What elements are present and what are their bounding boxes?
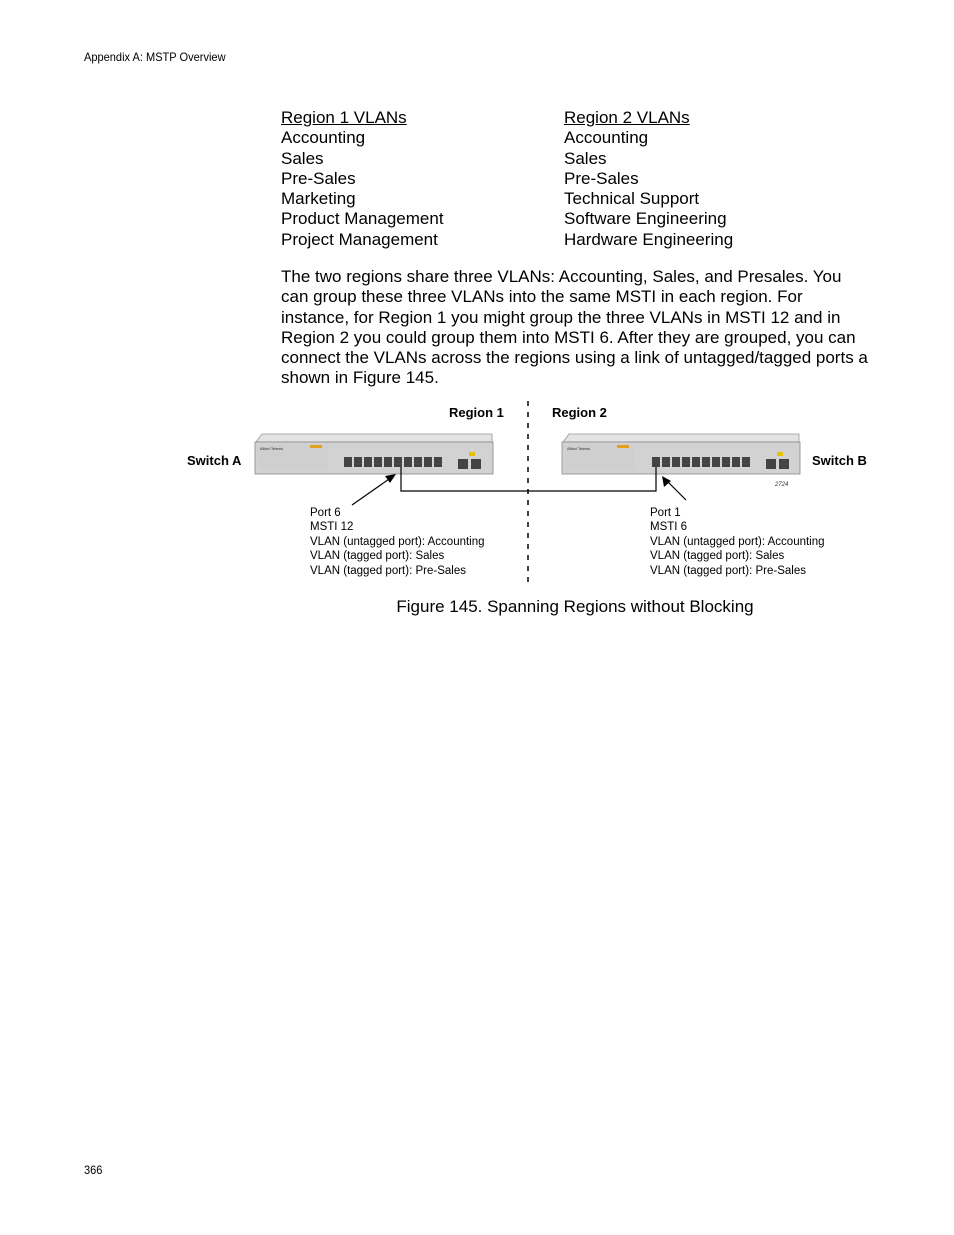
arrow-icon (662, 476, 686, 500)
list-item: Hardware Engineering (564, 229, 734, 249)
paragraph-line: instance, for Region 1 you might group the three VLANs in MSTI 12 and in (281, 307, 841, 327)
paragraph-line: can group these three VLANs into the same MSTI in each region. For (281, 287, 803, 307)
page-header: Appendix A: MSTP Overview (84, 50, 226, 64)
left-vlan-tagged-presales: VLAN (tagged port): Pre-Sales (310, 565, 466, 577)
list-item: Pre-Sales (564, 168, 639, 188)
list-item: Sales (281, 148, 324, 168)
figure-id: 2724 (775, 482, 789, 488)
right-msti-label: MSTI 6 (650, 521, 688, 533)
list-item: Pre-Sales (281, 168, 356, 188)
arrow-icon (352, 474, 396, 505)
network-diagram (180, 395, 880, 587)
paragraph-line: connect the VLANs across the regions using a link of untagged/tagged ports a (281, 348, 868, 368)
list-item: Marketing (281, 189, 356, 209)
figure-caption-wrap (0, 597, 954, 617)
switch-a-icon (255, 434, 493, 474)
region1-vlan-list (281, 108, 444, 250)
paragraph-line: Region 2 you could group them into MSTI 6. After they are grouped, you can (281, 327, 856, 347)
region2-label: Region 2 (552, 405, 607, 420)
region2-vlan-list (564, 108, 733, 250)
switch-b-label: Switch B (812, 453, 867, 468)
list-item: Accounting (564, 128, 649, 148)
paragraph-line: shown in Figure 145. (281, 368, 439, 388)
list-item: Project Management (281, 229, 438, 249)
svg-text:Allied Telesis: Allied Telesis (567, 446, 591, 451)
body-paragraph (281, 267, 881, 389)
list-item: Software Engineering (564, 209, 727, 229)
switch-b-icon (562, 434, 800, 474)
list-item: Accounting (281, 128, 366, 148)
left-vlan-tagged-sales: VLAN (tagged port): Sales (310, 550, 445, 562)
svg-text:Allied Telesis: Allied Telesis (260, 446, 284, 451)
left-port-label: Port 6 (310, 507, 341, 519)
right-vlan-tagged-presales: VLAN (tagged port): Pre-Sales (650, 565, 806, 577)
paragraph-line: The two regions share three VLANs: Accounting, Sales, and Presales. You (281, 267, 842, 286)
region2-heading: Region 2 VLANs (564, 108, 690, 127)
page-number: 366 (84, 1163, 103, 1177)
list-item: Sales (564, 148, 607, 168)
right-port-label: Port 1 (650, 507, 681, 519)
list-item: Product Management (281, 209, 444, 229)
region1-heading: Region 1 VLANs (281, 108, 407, 127)
left-vlan-untagged: VLAN (untagged port): Accounting (310, 536, 485, 548)
list-item: Technical Support (564, 189, 700, 209)
region1-label: Region 1 (449, 405, 504, 420)
left-msti-label: MSTI 12 (310, 521, 354, 533)
right-vlan-tagged-sales: VLAN (tagged port): Sales (650, 550, 785, 562)
right-vlan-untagged: VLAN (untagged port): Accounting (650, 536, 825, 548)
figure-caption: Figure 145. Spanning Regions without Blocking (396, 597, 754, 616)
switch-a-label: Switch A (187, 453, 242, 468)
